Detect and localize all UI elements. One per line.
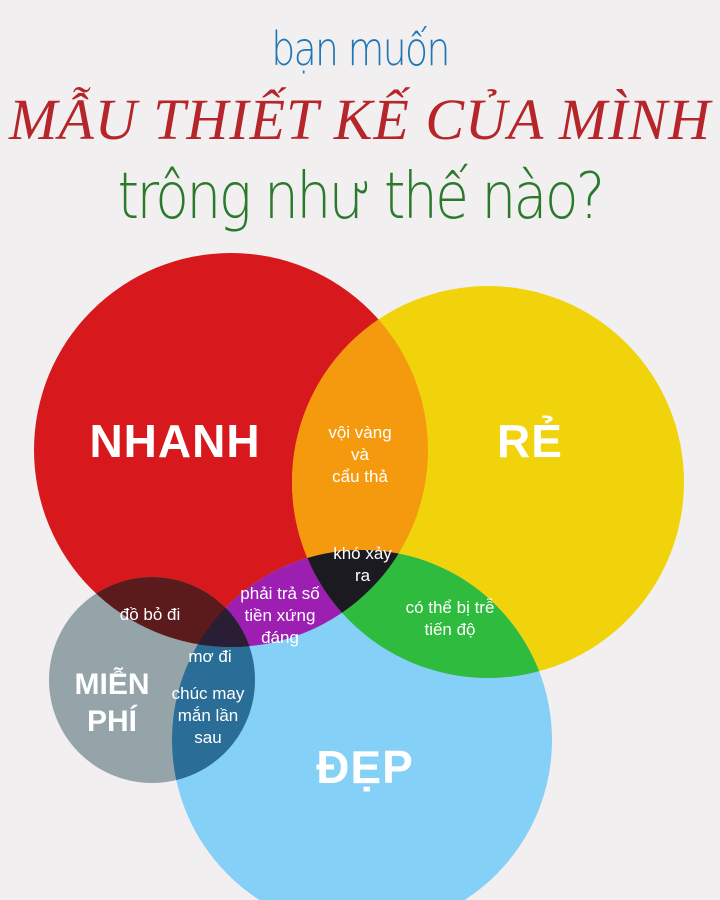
label-free-line1: MIỄN <box>74 668 150 701</box>
label-pretty: ĐẸP <box>316 741 414 793</box>
label-cheap-pretty: có thể bị trễ tiến độ <box>405 598 495 640</box>
label-free <box>62 667 162 740</box>
heading-line2: MẪU THIẾT KẾ CỦA MÌNH <box>9 87 711 152</box>
label-free-line2: PHÍ <box>86 704 137 738</box>
label-fast-pretty-free: mơ đi <box>188 647 232 666</box>
label-fast-pretty: phải trả số tiền xứng đáng <box>240 584 320 648</box>
label-fast: NHANH <box>89 415 261 467</box>
label-all-three: khó xảy ra <box>333 544 392 586</box>
heading-line1: bạn muốn <box>271 22 449 76</box>
label-fast-cheap: vội vàng và cẩu thả <box>328 423 392 487</box>
label-pretty-free: chúc may mắn lần sau <box>171 684 245 748</box>
label-cheap: RẺ <box>497 415 563 467</box>
label-fast-free: đồ bỏ đi <box>119 605 181 624</box>
heading-line3: trông như thế nào? <box>117 160 603 234</box>
